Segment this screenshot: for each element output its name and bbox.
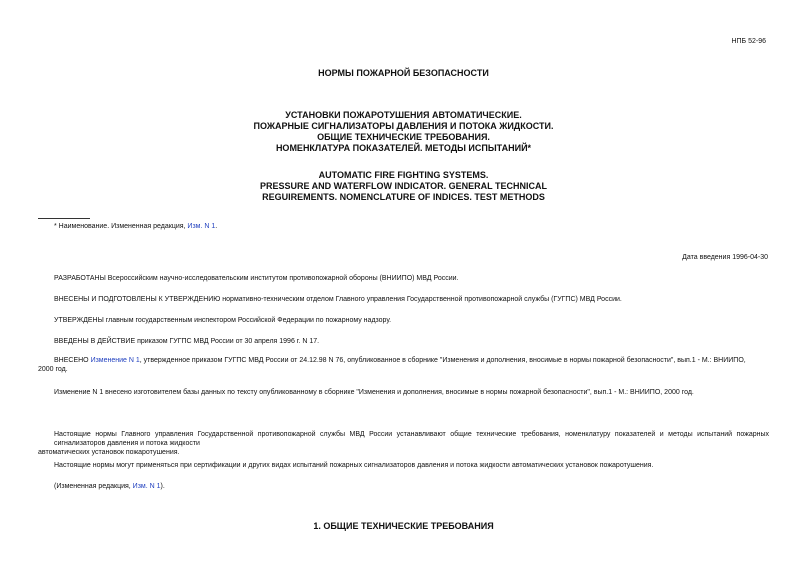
revised-note: [54, 482, 165, 491]
revised-amendment-link[interactable]: Изм. N 1: [132, 483, 161, 490]
section-heading: 1. ОБЩИЕ ТЕХНИЧЕСКИЕ ТРЕБОВАНИЯ: [313, 521, 494, 531]
introduced-paragraph: ВНЕСЕНЫ И ПОДГОТОВЛЕНЫ К УТВЕРЖДЕНИЮ нормативно-техническим отделом Главного управления Государственной противопожарной службы (ГУГПС) МВД России.: [54, 296, 622, 303]
amendment-year: 2000 год.: [38, 366, 68, 373]
amendment-link[interactable]: Изменение N 1: [90, 357, 140, 364]
document-code: НПБ 52-96: [731, 38, 766, 45]
footnote: [54, 222, 217, 231]
scope-application-paragraph: Настоящие нормы могут применяться при сертификации и других видах испытаний пожарных сигнализаторов давления и потока жидкости автоматических установок пожаротушения.: [54, 462, 654, 469]
approved-paragraph: УТВЕРЖДЕНЫ главным государственным инспектором Российской Федерации по пожарному надзору.: [54, 317, 392, 324]
title-english: [0, 170, 807, 203]
title-ru-line: ОБЩИЕ ТЕХНИЧЕСКИЕ ТРЕБОВАНИЯ.: [317, 132, 490, 142]
scope-text: Настоящие нормы Главного управления Государственной противопожарной службы МВД России устанавливают общие технические требования, номенклатуру показателей и методы испытаний пожарных сигнализаторов давления и потока жидкости: [54, 431, 769, 447]
amendment-note: Изменение N 1 внесено изготовителем базы данных по тексту опубликованному в сборнике "Изменения и дополнения, вносимые в нормы пожарной безопасности", вып.1 - М.: ВНИИПО, 2000 год.: [54, 389, 694, 396]
title-ru-line: УСТАНОВКИ ПОЖАРОТУШЕНИЯ АВТОМАТИЧЕСКИЕ.: [285, 110, 522, 120]
footnote-amendment-link[interactable]: Изм. N 1: [187, 223, 216, 230]
scope-text-end: автоматических установок пожаротушения.: [38, 449, 180, 456]
enacted-paragraph: ВВЕДЕНЫ В ДЕЙСТВИЕ приказом ГУГПС МВД России от 30 апреля 1996 г. N 17.: [54, 338, 320, 345]
amendment-paragraph: [38, 356, 769, 374]
footnote-divider: [38, 218, 90, 219]
intro-date: Дата введения 1996-04-30: [682, 254, 768, 261]
title-en-line: PRESSURE AND WATERFLOW INDICATOR. GENERAL TECHNICAL: [259, 181, 547, 191]
scope-paragraph: [38, 430, 769, 457]
title-en-line: REGUIREMENTS. NOMENCLATURE OF INDICES. TEST METHODS: [262, 192, 545, 202]
amendment-rest: , утвержденное приказом ГУГПС МВД России от 24.12.98 N 76, опубликованное в сборнике "Изменения и дополнения, вносимые в нормы пожарной безопасности", вып.1 - М.: ВНИИПО,: [139, 357, 746, 364]
norms-title: НОРМЫ ПОЖАРНОЙ БЕЗОПАСНОСТИ: [318, 68, 489, 78]
revised-prefix: (Измененная редакция,: [54, 483, 133, 490]
title-en-line: AUTOMATIC FIRE FIGHTING SYSTEMS.: [318, 170, 489, 180]
title-ru-line: НОМЕНКЛАТУРА ПОКАЗАТЕЛЕЙ. МЕТОДЫ ИСПЫТАНИЙ*: [275, 143, 532, 153]
amendment-prefix: ВНЕСЕНО: [54, 357, 91, 364]
developed-paragraph: РАЗРАБОТАНЫ Всероссийским научно-исследовательским институтом противопожарной обороны (ВНИИПО) МВД России.: [54, 275, 459, 282]
footnote-tail: .: [215, 223, 218, 230]
footnote-text: * Наименование. Измененная редакция,: [54, 223, 188, 230]
title-ru-line: ПОЖАРНЫЕ СИГНАЛИЗАТОРЫ ДАВЛЕНИЯ И ПОТОКА ЖИДКОСТИ.: [253, 121, 554, 131]
title-russian: [0, 110, 807, 154]
revised-suffix: ).: [160, 483, 165, 490]
